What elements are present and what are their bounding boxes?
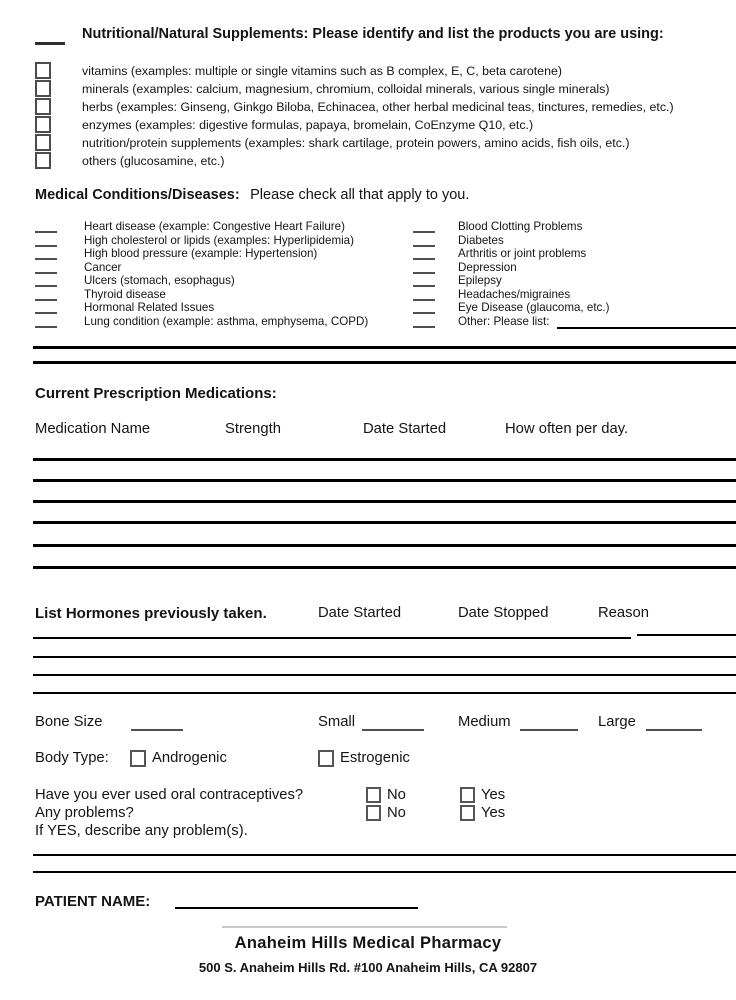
condition-label-right-5: Headaches/migraines (458, 288, 571, 301)
condition-blank-right-0[interactable] (413, 231, 435, 233)
condition-blank-left-3[interactable] (35, 272, 57, 274)
bone-size-fill-line[interactable] (131, 729, 183, 731)
hormone-write-line[interactable] (33, 656, 736, 658)
answer-write-line[interactable] (33, 871, 736, 873)
conditions-heading-bold: Medical Conditions/Diseases: (35, 187, 240, 203)
supplement-label-minerals: minerals (examples: calcium, magnesium, chromium, colloidal minerals, various single minerals) (82, 82, 610, 96)
contraceptives-no-label: No (387, 787, 406, 803)
supplement-checkbox-minerals[interactable] (35, 80, 51, 97)
body-type-checkbox-estrogenic[interactable] (318, 750, 334, 767)
scan-artifact-line (222, 926, 507, 928)
section-divider (33, 346, 736, 349)
condition-label-right-3: Depression (458, 261, 517, 274)
medication-write-line[interactable] (33, 479, 736, 482)
condition-label-left-2: High blood pressure (example: Hypertension) (84, 247, 318, 260)
medication-write-line[interactable] (33, 500, 736, 503)
condition-blank-left-5[interactable] (35, 299, 57, 301)
hormone-write-line[interactable] (33, 637, 631, 639)
contraceptives-yes-checkbox[interactable] (460, 787, 475, 803)
medication-write-line[interactable] (33, 458, 736, 461)
problems-no-checkbox[interactable] (366, 805, 381, 821)
supplement-label-others: others (glucosamine, etc.) (82, 154, 225, 168)
contraceptives-question: Have you ever used oral contraceptives? (35, 787, 304, 803)
condition-label-left-0: Heart disease (example: Congestive Heart Failure) (84, 220, 345, 233)
supplement-checkbox-others[interactable] (35, 152, 51, 169)
hormones-col-reason: Reason (598, 605, 650, 621)
medications-col-name: Medication Name (35, 421, 151, 437)
supplement-checkbox-enzymes[interactable] (35, 116, 51, 133)
hormone-write-line[interactable] (33, 674, 736, 676)
condition-label-left-4: Ulcers (stomach, esophagus) (84, 274, 235, 287)
supplement-label-nutrition-protein: nutrition/protein supplements (examples: shark cartilage, protein powers, amino acids, fish oils, etc.) (82, 136, 630, 150)
bone-option-small: Small (318, 714, 355, 730)
conditions-heading-rest: Please check all that apply to you. (250, 187, 470, 203)
bone-small-fill-line[interactable] (362, 729, 424, 731)
medications-col-strength: Strength (225, 421, 281, 437)
supplement-label-enzymes: enzymes (examples: digestive formulas, papaya, bromelain, CoEnzyme Q10, etc.) (82, 118, 534, 132)
hormones-heading: List Hormones previously taken. (35, 605, 267, 622)
bone-option-large: Large (598, 714, 636, 730)
patient-name-fill-line[interactable] (175, 907, 418, 909)
medications-col-date-started: Date Started (363, 421, 447, 437)
condition-blank-right-7[interactable] (413, 326, 435, 328)
supplement-checkbox-nutrition-protein[interactable] (35, 134, 51, 151)
condition-other-fill-line[interactable] (557, 327, 736, 329)
bone-size-label: Bone Size (35, 714, 103, 730)
condition-blank-left-2[interactable] (35, 258, 57, 260)
supplement-checkbox-vitamins[interactable] (35, 62, 51, 79)
supplement-label-herbs: herbs (examples: Ginseng, Ginkgo Biloba, Echinacea, other herbal medicinal teas, tinctures, remedies, etc.) (82, 100, 674, 114)
medications-heading: Current Prescription Medications: (35, 385, 277, 402)
condition-blank-left-4[interactable] (35, 285, 57, 287)
medication-write-line[interactable] (33, 521, 736, 524)
supplement-label-vitamins: vitamins (examples: multiple or single vitamins such as B complex, E, C, beta carotene) (82, 64, 562, 78)
medication-write-line[interactable] (33, 566, 736, 569)
condition-blank-right-5[interactable] (413, 299, 435, 301)
condition-label-right-7: Other: Please list: (458, 315, 550, 328)
condition-label-right-1: Diabetes (458, 234, 504, 247)
hormones-col-date-started: Date Started (318, 605, 402, 621)
contraceptives-no-checkbox[interactable] (366, 787, 381, 803)
supplement-checkbox-herbs[interactable] (35, 98, 51, 115)
describe-problems-label: If YES, describe any problem(s). (35, 823, 248, 839)
condition-label-left-6: Hormonal Related Issues (84, 301, 215, 314)
condition-label-right-4: Epilepsy (458, 274, 502, 287)
condition-blank-right-3[interactable] (413, 272, 435, 274)
supplements-heading: Nutritional/Natural Supplements: Please identify and list the products you are using: (82, 26, 664, 42)
condition-blank-right-2[interactable] (413, 258, 435, 260)
hormone-write-line[interactable] (637, 634, 736, 636)
patient-name-label: PATIENT NAME: (35, 893, 151, 910)
conditions-heading (35, 186, 469, 204)
medication-write-line[interactable] (33, 544, 736, 547)
condition-label-right-0: Blood Clotting Problems (458, 220, 583, 233)
condition-blank-right-1[interactable] (413, 245, 435, 247)
condition-blank-left-1[interactable] (35, 245, 57, 247)
body-type-option-androgenic: Androgenic (152, 750, 227, 766)
condition-label-left-7: Lung condition (example: asthma, emphysema, COPD) (84, 315, 369, 328)
hormones-col-date-stopped: Date Stopped (458, 605, 549, 621)
body-type-option-estrogenic: Estrogenic (340, 750, 410, 766)
section-divider (33, 361, 736, 364)
condition-blank-left-6[interactable] (35, 312, 57, 314)
contraceptives-yes-label: Yes (481, 787, 506, 803)
condition-label-right-2: Arthritis or joint problems (458, 247, 587, 260)
pharmacy-name: Anaheim Hills Medical Pharmacy (234, 934, 502, 952)
condition-label-left-3: Cancer (84, 261, 122, 274)
problems-yes-checkbox[interactable] (460, 805, 475, 821)
supplements-check-blank[interactable] (35, 42, 65, 45)
problems-no-label: No (387, 805, 406, 821)
pharmacy-address: 500 S. Anaheim Hills Rd. #100 Anaheim Hills, CA 92807 (198, 960, 538, 975)
condition-blank-left-0[interactable] (35, 231, 57, 233)
bone-large-fill-line[interactable] (646, 729, 702, 731)
condition-blank-right-4[interactable] (413, 285, 435, 287)
condition-blank-right-6[interactable] (413, 312, 435, 314)
condition-label-left-5: Thyroid disease (84, 288, 166, 301)
hormone-write-line[interactable] (33, 692, 736, 694)
bone-medium-fill-line[interactable] (520, 729, 578, 731)
condition-label-right-6: Eye Disease (glaucoma, etc.) (458, 301, 610, 314)
problems-yes-label: Yes (481, 805, 506, 821)
condition-blank-left-7[interactable] (35, 326, 57, 328)
body-type-label: Body Type: (35, 750, 109, 766)
condition-label-left-1: High cholesterol or lipids (examples: Hyperlipidemia) (84, 234, 354, 247)
body-type-checkbox-androgenic[interactable] (130, 750, 146, 767)
medications-col-how-often: How often per day. (505, 421, 629, 437)
answer-write-line[interactable] (33, 854, 736, 856)
bone-option-medium: Medium (458, 714, 511, 730)
problems-question: Any problems? (35, 805, 134, 821)
